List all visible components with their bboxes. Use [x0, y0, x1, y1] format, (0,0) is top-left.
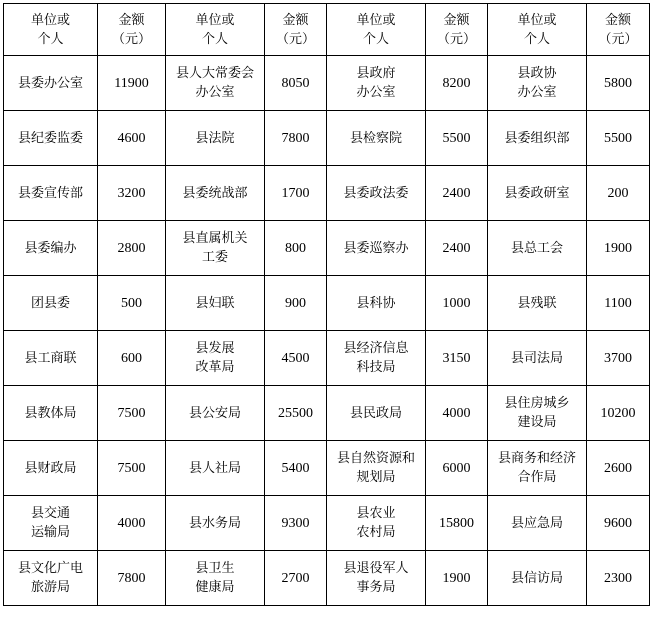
table-body: [4, 56, 650, 606]
amount-cell: 11900: [98, 56, 166, 111]
amount-cell: 1100: [587, 276, 650, 331]
unit-name-cell: 团县委: [4, 276, 98, 331]
unit-name-cell: 县委宣传部: [4, 166, 98, 221]
amount-cell: 8200: [426, 56, 488, 111]
amount-cell: 7800: [98, 551, 166, 606]
unit-name-cell: 县法院: [166, 111, 265, 166]
unit-name-cell: 县水务局: [166, 496, 265, 551]
unit-name-cell: 县妇联: [166, 276, 265, 331]
table-row: [4, 331, 650, 386]
unit-header: 单位或 个人: [327, 4, 426, 56]
unit-name-cell: 县委巡察办: [327, 221, 426, 276]
amount-cell: 1700: [265, 166, 327, 221]
amount-cell: 2600: [587, 441, 650, 496]
unit-name-cell: 县卫生 健康局: [166, 551, 265, 606]
unit-name-cell: 县政协 办公室: [488, 56, 587, 111]
amount-cell: 900: [265, 276, 327, 331]
table-row: [4, 496, 650, 551]
amount-cell: 2300: [587, 551, 650, 606]
unit-name-cell: 县残联: [488, 276, 587, 331]
amount-cell: 4000: [426, 386, 488, 441]
unit-name-cell: 县公安局: [166, 386, 265, 441]
amount-cell: 9600: [587, 496, 650, 551]
amount-cell: 2400: [426, 166, 488, 221]
table-row: [4, 551, 650, 606]
amount-header: 金额 （元）: [98, 4, 166, 56]
unit-name-cell: 县直属机关 工委: [166, 221, 265, 276]
amount-cell: 9300: [265, 496, 327, 551]
amount-cell: 1000: [426, 276, 488, 331]
unit-name-cell: 县经济信息 科技局: [327, 331, 426, 386]
unit-name-cell: 县科协: [327, 276, 426, 331]
unit-name-cell: 县发展 改革局: [166, 331, 265, 386]
unit-name-cell: 县委组织部: [488, 111, 587, 166]
amount-cell: 5800: [587, 56, 650, 111]
donation-table: [3, 3, 650, 606]
amount-cell: 800: [265, 221, 327, 276]
amount-cell: 6000: [426, 441, 488, 496]
amount-cell: 4600: [98, 111, 166, 166]
amount-cell: 7500: [98, 386, 166, 441]
unit-name-cell: 县工商联: [4, 331, 98, 386]
unit-name-cell: 县纪委监委: [4, 111, 98, 166]
unit-name-cell: 县人大常委会 办公室: [166, 56, 265, 111]
unit-name-cell: 县检察院: [327, 111, 426, 166]
unit-header: 单位或 个人: [4, 4, 98, 56]
amount-cell: 1900: [426, 551, 488, 606]
table-row: [4, 166, 650, 221]
unit-name-cell: 县商务和经济 合作局: [488, 441, 587, 496]
amount-cell: 10200: [587, 386, 650, 441]
unit-name-cell: 县委编办: [4, 221, 98, 276]
unit-name-cell: 县委办公室: [4, 56, 98, 111]
amount-cell: 500: [98, 276, 166, 331]
table-row: [4, 56, 650, 111]
amount-cell: 2400: [426, 221, 488, 276]
unit-name-cell: 县自然资源和 规划局: [327, 441, 426, 496]
amount-cell: 200: [587, 166, 650, 221]
unit-name-cell: 县人社局: [166, 441, 265, 496]
unit-name-cell: 县民政局: [327, 386, 426, 441]
amount-cell: 4000: [98, 496, 166, 551]
amount-cell: 4500: [265, 331, 327, 386]
amount-cell: 5500: [426, 111, 488, 166]
amount-cell: 5500: [587, 111, 650, 166]
unit-name-cell: 县总工会: [488, 221, 587, 276]
amount-cell: 2800: [98, 221, 166, 276]
unit-name-cell: 县农业 农村局: [327, 496, 426, 551]
amount-cell: 25500: [265, 386, 327, 441]
amount-cell: 3150: [426, 331, 488, 386]
unit-name-cell: 县信访局: [488, 551, 587, 606]
amount-cell: 2700: [265, 551, 327, 606]
amount-cell: 1900: [587, 221, 650, 276]
unit-name-cell: 县教体局: [4, 386, 98, 441]
table-row: [4, 276, 650, 331]
amount-header: 金额 （元）: [265, 4, 327, 56]
amount-header: 金额 （元）: [587, 4, 650, 56]
unit-header: 单位或 个人: [166, 4, 265, 56]
unit-name-cell: 县委政研室: [488, 166, 587, 221]
amount-cell: 7500: [98, 441, 166, 496]
amount-cell: 7800: [265, 111, 327, 166]
unit-name-cell: 县委政法委: [327, 166, 426, 221]
unit-name-cell: 县退役军人 事务局: [327, 551, 426, 606]
header-row: [4, 4, 650, 56]
amount-cell: 8050: [265, 56, 327, 111]
unit-name-cell: 县委统战部: [166, 166, 265, 221]
unit-name-cell: 县住房城乡 建设局: [488, 386, 587, 441]
amount-cell: 5400: [265, 441, 327, 496]
amount-header: 金额 （元）: [426, 4, 488, 56]
table-row: [4, 441, 650, 496]
table-row: [4, 221, 650, 276]
unit-name-cell: 县政府 办公室: [327, 56, 426, 111]
amount-cell: 600: [98, 331, 166, 386]
amount-cell: 15800: [426, 496, 488, 551]
amount-cell: 3700: [587, 331, 650, 386]
unit-name-cell: 县文化广电 旅游局: [4, 551, 98, 606]
unit-name-cell: 县司法局: [488, 331, 587, 386]
unit-name-cell: 县交通 运输局: [4, 496, 98, 551]
unit-name-cell: 县应急局: [488, 496, 587, 551]
unit-header: 单位或 个人: [488, 4, 587, 56]
table-row: [4, 386, 650, 441]
unit-name-cell: 县财政局: [4, 441, 98, 496]
amount-cell: 3200: [98, 166, 166, 221]
table-row: [4, 111, 650, 166]
